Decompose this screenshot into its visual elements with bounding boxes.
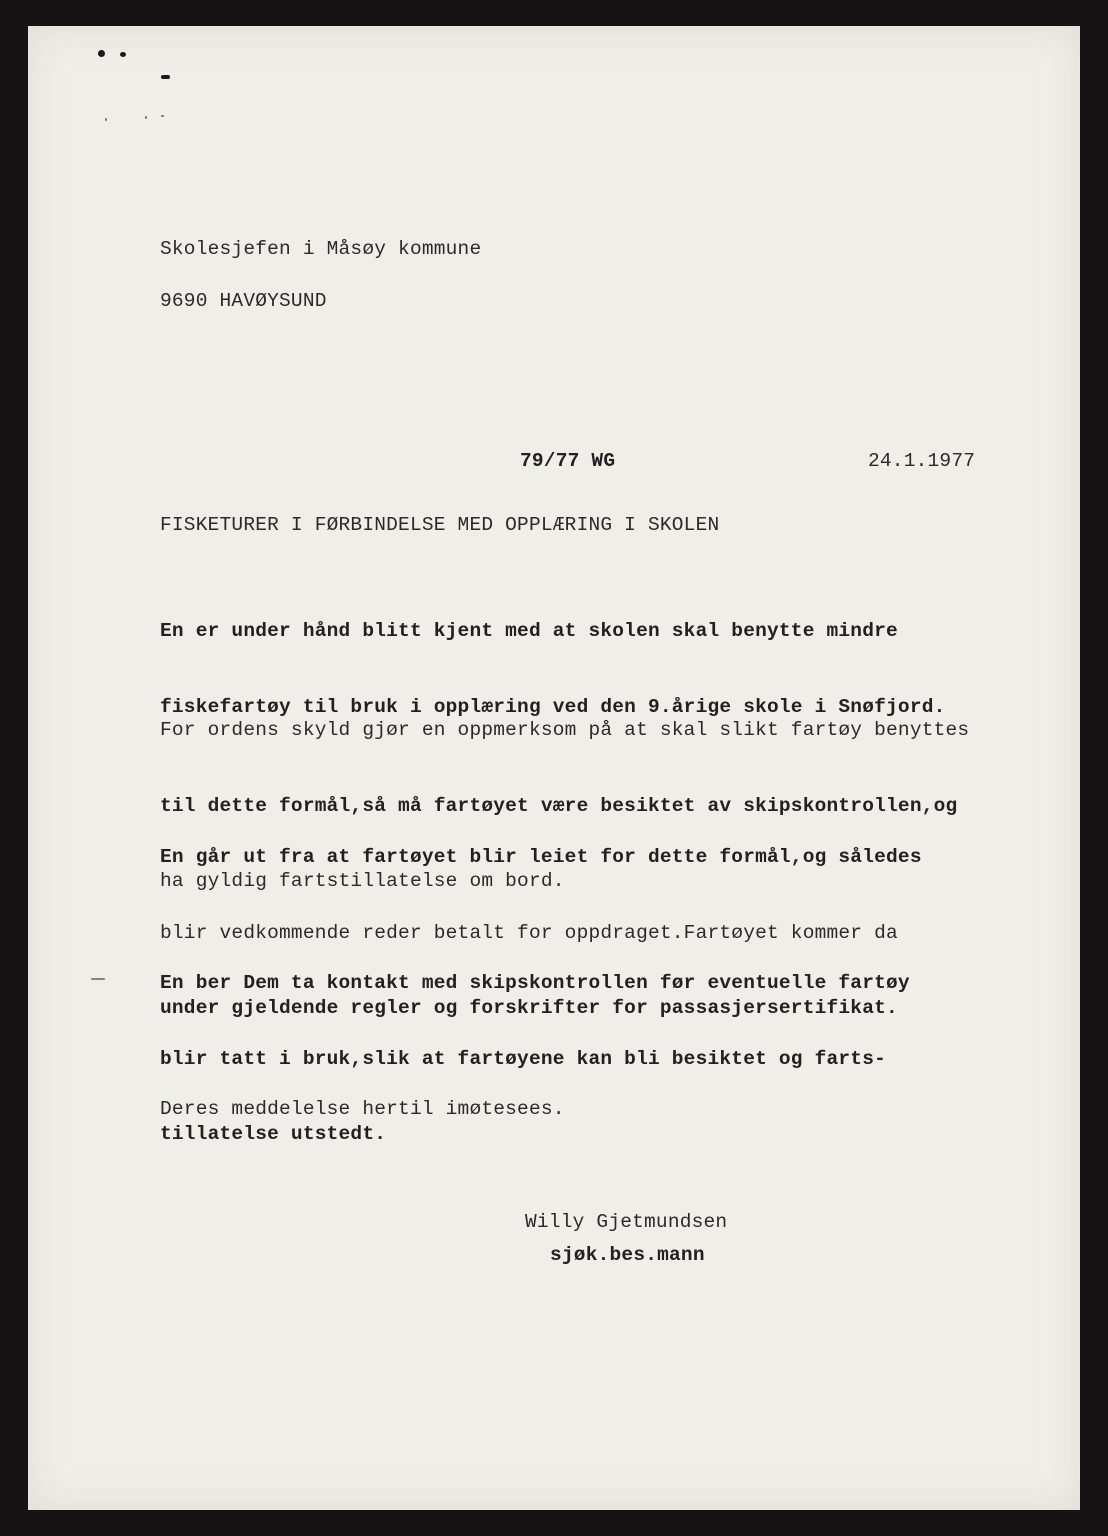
binding-mark (105, 118, 107, 121)
body-line: En ber Dem ta kontakt med skipskontrollen før eventuelle fartøy (160, 972, 910, 994)
letter-page (28, 26, 1080, 1510)
binding-mark (145, 116, 147, 119)
body-line: Deres meddelelse hertil imøtesees. (160, 1098, 565, 1120)
body-line: under gjeldende regler og forskrifter for passasjersertifikat. (160, 997, 898, 1019)
body-line: ha gyldig fartstillatelse om bord. (160, 870, 565, 892)
recipient-address: 9690 HAVØYSUND (160, 290, 327, 312)
body-line: En går ut fra at fartøyet blir leiet for dette formål,og således (160, 846, 922, 868)
binding-mark (161, 115, 164, 117)
subject-line: FISKETURER I FØRBINDELSE MED OPPLÆRING I SKOLEN (160, 514, 720, 536)
body-line: fiskefartøy til bruk i opplæring ved den 9.årige skole i Snøfjord. (160, 695, 946, 718)
binding-mark (98, 50, 105, 57)
letter-date: 24.1.1977 (868, 450, 976, 472)
binding-mark (120, 52, 126, 57)
closing-paragraph (160, 1050, 565, 1170)
reference-number: 79/77 WG (520, 450, 616, 472)
stray-mark (91, 978, 105, 980)
body-line: blir tatt i bruk,slik at fartøyene kan bli besiktet og farts- (160, 1047, 887, 1070)
body-line: til dette formål,så må fartøyet være besiktet av skipskontrollen,og (160, 794, 958, 817)
body-line: tillatelse utstedt. (160, 1123, 387, 1145)
body-line: blir vedkommende reder betalt for oppdraget.Fartøyet kommer da (160, 921, 898, 944)
binding-mark (161, 75, 170, 79)
signature-title: sjøk.bes.mann (550, 1244, 705, 1266)
signature-name: Willy Gjetmundsen (525, 1211, 728, 1233)
body-line: En er under hånd blitt kjent med at skolen skal benytte mindre (160, 620, 898, 642)
body-line: For ordens skyld gjør en oppmerksom på at skal slikt fartøy benyttes (160, 719, 970, 741)
recipient-name: Skolesjefen i Måsøy kommune (160, 238, 482, 260)
